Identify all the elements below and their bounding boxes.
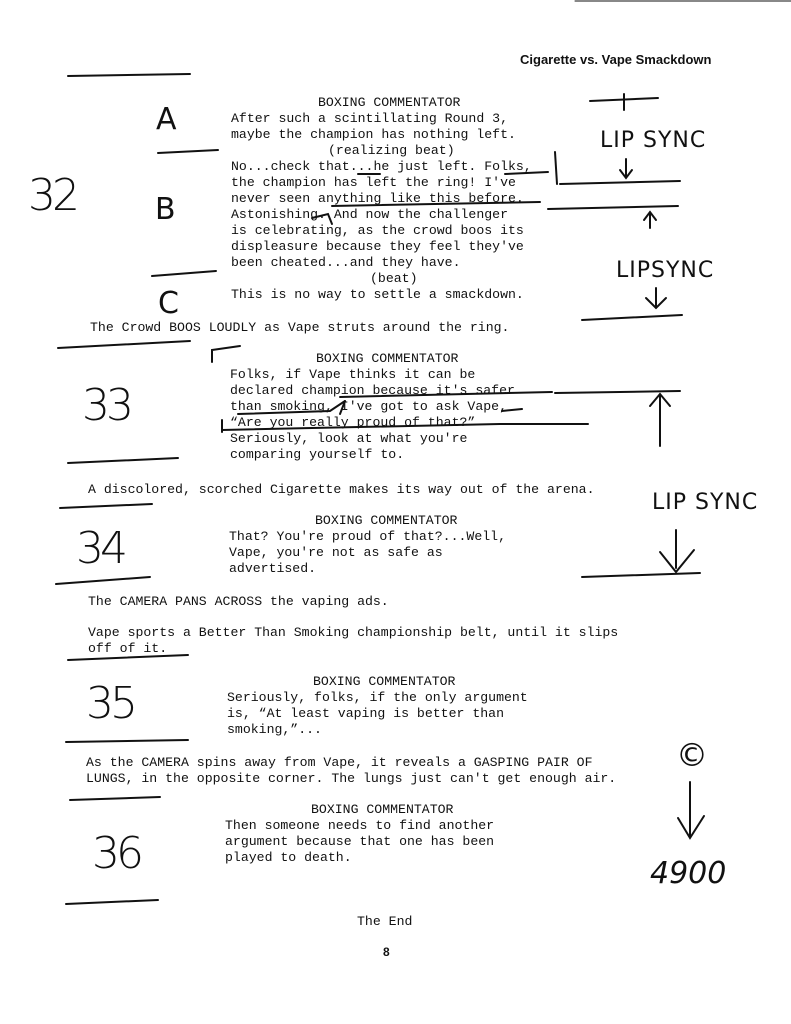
dialogue-line: played to death. bbox=[225, 850, 352, 865]
character-cue: BOXING COMMENTATOR bbox=[315, 513, 458, 528]
dialogue-line: is celebrating, as the crowd boos its bbox=[231, 223, 524, 238]
dialogue-line: Then someone needs to find another bbox=[225, 818, 495, 833]
dialogue-line: This is no way to settle a smackdown. bbox=[231, 287, 524, 302]
underline bbox=[555, 391, 680, 393]
character-cue: BOXING COMMENTATOR bbox=[316, 351, 459, 366]
dialogue-line: never seen anything like this before. bbox=[231, 191, 524, 206]
dialogue-line: Vape, you're not as safe as bbox=[229, 545, 443, 560]
character-cue: BOXING COMMENTATOR bbox=[311, 802, 454, 817]
dialogue-line: declared champion because it's safer bbox=[230, 383, 515, 398]
segment-letter-a: A bbox=[156, 102, 177, 137]
lip-sync-note: LIP SYNC bbox=[600, 128, 707, 153]
sync-mark bbox=[560, 181, 680, 184]
action-line: The CAMERA PANS ACROSS the vaping ads. bbox=[88, 594, 389, 609]
scene-number-34: 34 bbox=[76, 523, 124, 574]
sync-mark bbox=[660, 530, 694, 572]
dialogue-line: After such a scintillating Round 3, bbox=[231, 111, 508, 126]
dialogue-line: maybe the champion has nothing left. bbox=[231, 127, 516, 142]
divider-line bbox=[68, 458, 178, 463]
action-line: The Crowd BOOS LOUDLY as Vape struts around the ring. bbox=[90, 320, 510, 335]
scene-number-32: 32 bbox=[28, 170, 76, 221]
divider-line bbox=[158, 150, 218, 153]
sync-mark bbox=[590, 98, 658, 101]
sync-mark bbox=[646, 288, 666, 308]
dialogue-line: the champion has left the ring! I've bbox=[231, 175, 516, 190]
divider-line bbox=[68, 74, 190, 76]
lip-sync-note: LIPSYNC bbox=[616, 258, 715, 283]
sync-mark bbox=[678, 782, 704, 838]
sync-mark bbox=[644, 212, 656, 228]
action-line: Vape sports a Better Than Smoking championship belt, until it slips bbox=[88, 625, 619, 640]
action-line: LUNGS, in the opposite corner. The lungs just can't get enough air. bbox=[86, 771, 617, 786]
scene-number-36: 36 bbox=[92, 828, 140, 879]
handwritten-total: 4900 bbox=[650, 856, 727, 891]
divider-line bbox=[152, 271, 216, 276]
dialogue-line: smoking,”... bbox=[227, 722, 322, 737]
dialogue-line: is, “At least vaping is better than bbox=[227, 706, 504, 721]
dialogue-line: Folks, if Vape thinks it can be bbox=[230, 367, 476, 382]
divider-line bbox=[56, 577, 150, 584]
dialogue-line: been cheated...and they have. bbox=[231, 255, 461, 270]
sync-mark bbox=[582, 573, 700, 577]
dialogue-line: advertised. bbox=[229, 561, 317, 576]
action-line: off of it. bbox=[88, 641, 168, 656]
divider-line bbox=[66, 740, 188, 742]
sync-mark bbox=[620, 159, 632, 178]
sync-mark bbox=[650, 394, 670, 446]
action-line: A discolored, scorched Cigarette makes its way out of the arena. bbox=[88, 482, 595, 497]
divider-line bbox=[58, 341, 190, 348]
parenthetical: (beat) bbox=[370, 271, 418, 286]
dialogue-line: Astonishing. And now the challenger bbox=[231, 207, 508, 222]
segment-letter-b: B bbox=[155, 192, 176, 227]
circled-mark: © bbox=[676, 736, 708, 774]
character-cue: BOXING COMMENTATOR bbox=[313, 674, 456, 689]
dialogue-line: displeasure because they feel they've bbox=[231, 239, 524, 254]
segment-letter-c: C bbox=[158, 286, 179, 321]
dialogue-line: Seriously, folks, if the only argument bbox=[227, 690, 528, 705]
dialogue-line: That? You're proud of that?...Well, bbox=[229, 529, 506, 544]
sync-mark bbox=[582, 315, 682, 320]
page-number: 8 bbox=[383, 945, 390, 959]
parenthetical: (realizing beat) bbox=[328, 143, 455, 158]
scene-number-35: 35 bbox=[86, 678, 134, 729]
end-marker: The End bbox=[357, 914, 413, 929]
lip-sync-note: LIP SYNC bbox=[652, 490, 759, 515]
dialogue-line: No...check that...he just left. Folks, bbox=[231, 159, 532, 174]
dialogue-line: “Are you really proud of that?” bbox=[230, 415, 476, 430]
character-cue: BOXING COMMENTATOR bbox=[318, 95, 461, 110]
underline bbox=[555, 152, 557, 184]
dialogue-line: than smoking, I've got to ask Vape, bbox=[230, 399, 507, 414]
page-header-title: Cigarette vs. Vape Smackdown bbox=[520, 52, 712, 67]
action-line: As the CAMERA spins away from Vape, it reveals a GASPING PAIR OF bbox=[86, 755, 593, 770]
dialogue-line: comparing yourself to. bbox=[230, 447, 405, 462]
dialogue-line: argument because that one has been bbox=[225, 834, 495, 849]
divider-line bbox=[66, 900, 158, 904]
dialogue-line: Seriously, look at what you're bbox=[230, 431, 468, 446]
scene-number-33: 33 bbox=[82, 380, 130, 431]
divider-line bbox=[60, 504, 152, 508]
underline bbox=[548, 206, 678, 209]
divider-line bbox=[70, 797, 160, 800]
bracket-mark bbox=[212, 346, 240, 362]
